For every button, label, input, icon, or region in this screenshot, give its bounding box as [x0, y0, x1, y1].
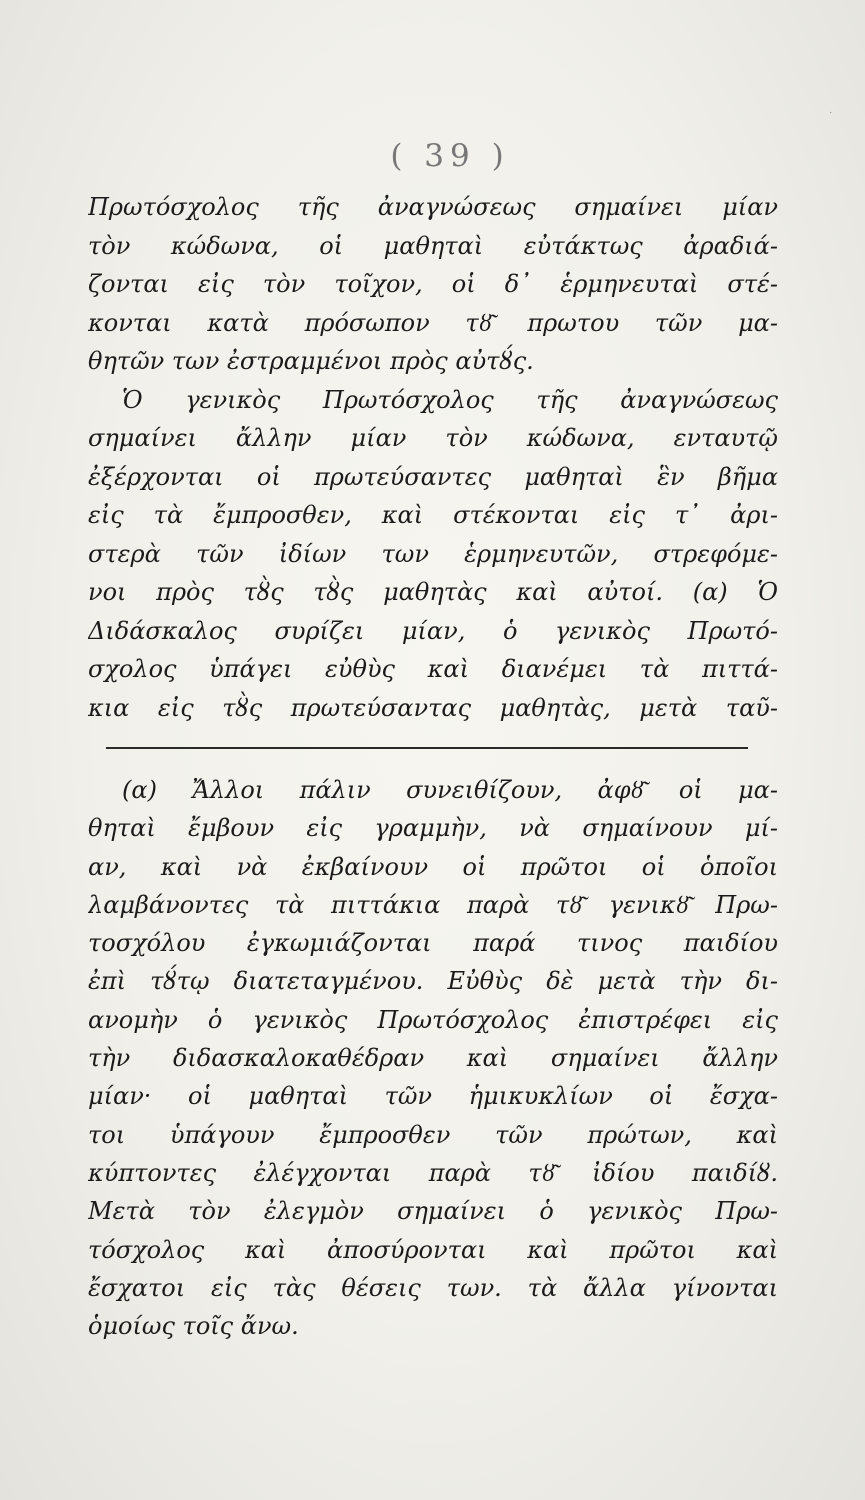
footnote [88, 771, 778, 1345]
footnote-separator [106, 747, 748, 749]
main-text-line: στερὰ τῶν ἰδίων των ἑρμηνευτῶν, στρεφόμε- [88, 539, 778, 568]
main-text-line: θητῶν των ἐστραμμένοι πρὸς αὐτȣ́ς. [88, 347, 534, 375]
footnote-line: ὁμοίως τοῖς ἄνω. [88, 1312, 299, 1341]
main-text-line: κια εἰς τȣ̀ς πρωτεύσαντας μαθητὰς, μετὰ ταῦ- [88, 693, 778, 722]
footnote-line: ανομὴν ὁ γενικὸς Πρωτόσχολος ἐπιστρέφει εἰς [88, 1005, 778, 1034]
main-text-line: σημαίνει ἄλλην μίαν τὸν κώδωνα, ενταυτῷ [88, 424, 778, 452]
main-text-line: ζονται εἰς τὸν τοῖχον, οἱ δ᾽ ἑρμηνευταὶ στέ- [88, 270, 778, 298]
footnote-line: τοι ὑπάγουν ἔμπροσθεν τῶν πρώτων, καὶ [88, 1120, 778, 1149]
footnote-line: Μετὰ τὸν ἐλεγμὸν σημαίνει ὁ γενικὸς Πρω- [88, 1197, 778, 1226]
footnote-line: κύπτοντες ἐλέγχονται παρὰ τȣ͂ ἰδίου παιδίȣ. [88, 1158, 778, 1187]
main-text-line: Ὁ γενικὸς Πρωτόσχολος τῆς ἀναγνώσεως [122, 385, 778, 414]
footnote-line: μίαν· οἱ μαθηταὶ τῶν ἡμικυκλίων οἱ ἔσχα- [88, 1082, 778, 1111]
footnote-line: τόσχολος καὶ ἀποσύρονται καὶ πρῶτοι καὶ [88, 1235, 778, 1264]
footnote-line: (α) Ἄλλοι πάλιν συνειθίζουν, ἀφȣ͂ οἱ μα- [122, 776, 778, 804]
main-text-line: Διδάσκαλος συρίζει μίαν, ὁ γενικὸς Πρωτό- [88, 616, 778, 645]
main-text-line: τὸν κώδωνα, οἱ μαθηταὶ εὐτάκτως ἀραδιά- [88, 231, 778, 260]
footnote-line: λαμβάνοντες τὰ πιττάκια παρὰ τȣ͂ γενικȣ͂ Πρω- [88, 890, 778, 919]
main-text-line: νοι πρὸς τȣ̀ς τȣ̀ς μαθητὰς καὶ αὐτοί. (α) Ὁ [88, 578, 778, 606]
page-number: ( 39 ) [390, 138, 510, 174]
margin-speck: ˙ [828, 110, 834, 123]
main-text-line: εἰς τὰ ἔμπροσθεν, καὶ στέκονται εἰς τ᾽ ἀρι- [88, 501, 778, 529]
footnote-line: αν, καὶ νὰ ἐκβαίνουν οἱ πρῶτοι οἱ ὁποῖοι [88, 852, 778, 881]
main-text-line: κονται κατὰ πρόσωπον τȣ͂ πρωτου τῶν μα- [88, 308, 778, 337]
footnote-line: ἔσχατοι εἰς τὰς θέσεις των. τὰ ἄλλα γίνονται [88, 1273, 778, 1302]
footnote-line: θηταὶ ἔμβουν εἰς γραμμὴν, νὰ σημαίνουν μί- [88, 814, 778, 843]
main-text-line: Πρωτόσχολος τῆς ἀναγνώσεως σημαίνει μίαν [88, 193, 778, 221]
main-text-line: ἐξέρχονται οἱ πρωτεύσαντες μαθηταὶ ἓν βῆμα [88, 462, 778, 491]
footnote-line: ἐπὶ τȣ́τῳ διατεταγμένου. Εὐθὺς δὲ μετὰ τὴν δι- [88, 967, 778, 996]
page-content [88, 138, 778, 1345]
footnote-line: τὴν διδασκαλοκαθέδραν καὶ σημαίνει ἄλλην [88, 1044, 778, 1073]
main-text [88, 188, 778, 727]
footnote-line: τοσχόλου ἐγκωμιάζονται παρά τινος παιδίου [88, 929, 778, 958]
main-text-line: σχολος ὑπάγει εὐθὺς καὶ διανέμει τὰ πιττά- [88, 655, 778, 683]
